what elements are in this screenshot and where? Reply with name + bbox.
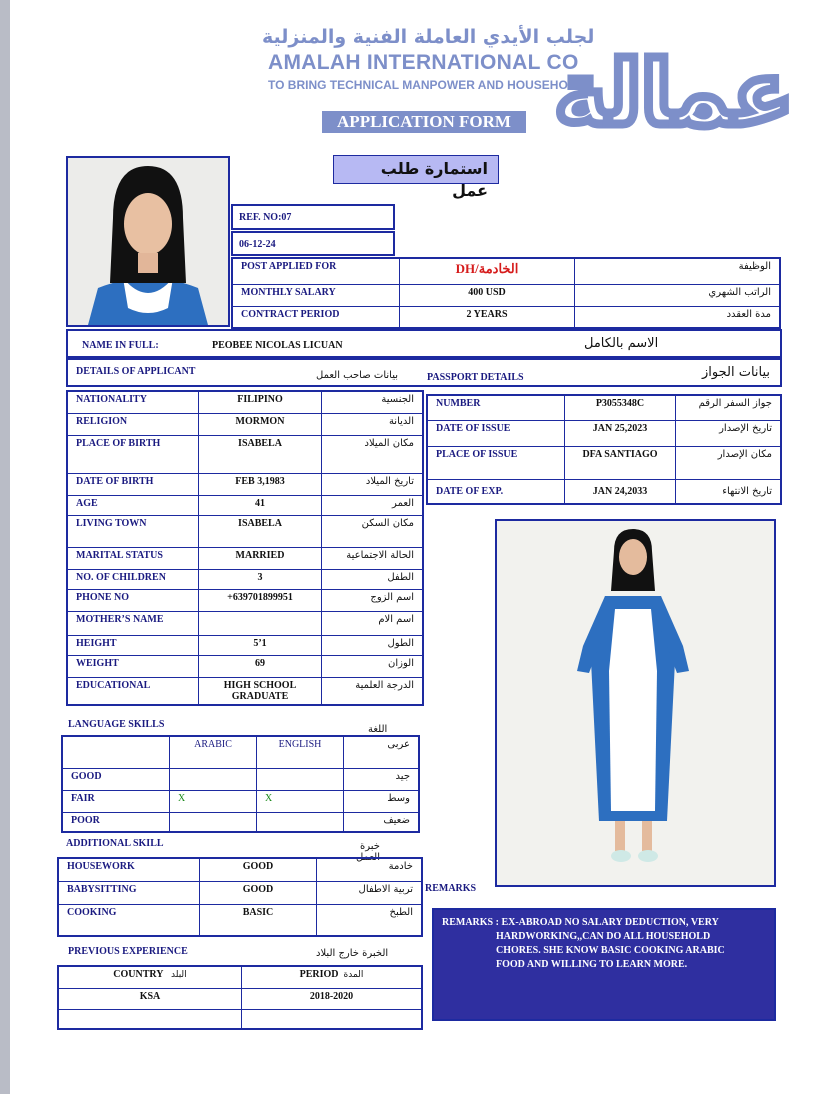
- language-poor-ar: ضعيف: [344, 812, 420, 832]
- applicant-field-label: PHONE NO: [67, 589, 199, 611]
- form-date: 06-12-24: [239, 239, 276, 250]
- arabic-form-title: استمارة طلب عمل: [333, 155, 499, 184]
- expiry-date-value: JAN 24,2033: [565, 479, 676, 504]
- applicant-field-value: FILIPINO: [199, 391, 322, 413]
- applicant-field-arabic: الطول: [322, 635, 424, 655]
- expiry-date-label: DATE OF EXP.: [427, 479, 565, 504]
- applicant-field-label: NO. OF CHILDREN: [67, 569, 199, 589]
- applicant-field-value: 69: [199, 655, 322, 677]
- table-row: [67, 547, 423, 569]
- passport-number-arabic: جواز السفر الرقم: [676, 395, 782, 420]
- full-name-box: [66, 329, 782, 358]
- applicant-field-label: MOTHER’S NAME: [67, 611, 199, 635]
- full-name-value: PEOBEE NICOLAS LICUAN: [212, 340, 343, 351]
- remarks-line-3: CHORES. SHE KNOW BASIC COOKING ARABIC: [496, 945, 725, 956]
- language-poor-arabic: [170, 812, 257, 832]
- applicant-field-arabic: الديانة: [322, 413, 424, 435]
- applicant-field-arabic: العمر: [322, 495, 424, 515]
- experience-col-period-ar: المدة: [343, 970, 364, 980]
- table-row: [67, 473, 423, 495]
- table-row: [67, 655, 423, 677]
- applicant-field-arabic: الوزان: [322, 655, 424, 677]
- skill-housework-ar: خادمة: [317, 858, 423, 881]
- applicant-field-value: +639701899951: [199, 589, 322, 611]
- language-skills-heading: LANGUAGE SKILLS: [68, 719, 165, 730]
- previous-experience-arabic: الخبرة خارج البلاد: [316, 948, 389, 959]
- language-col-english: ENGLISH: [257, 736, 344, 768]
- applicant-field-arabic: مكان الميلاد: [322, 435, 424, 473]
- contract-label: CONTRACT PERIOD: [232, 306, 400, 328]
- table-row: [67, 495, 423, 515]
- experience-country-value: KSA: [58, 988, 242, 1009]
- salary-label: MONTHLY SALARY: [232, 284, 400, 306]
- language-poor-label: POOR: [62, 812, 170, 832]
- remarks-heading: REMARKS: [425, 883, 477, 894]
- table-row: [427, 446, 781, 479]
- remarks-line-4: FOOD AND WILLING TO LEARN MORE.: [496, 959, 688, 970]
- applicant-field-value: 41: [199, 495, 322, 515]
- applicant-field-arabic: اسم الزوج: [322, 589, 424, 611]
- experience-col-period: [242, 966, 423, 988]
- applicant-field-value: ISABELA: [199, 515, 322, 547]
- remarks-line-1: REMARKS : EX-ABROAD NO SALARY DEDUCTION, VERY: [442, 917, 719, 928]
- applicant-field-value: MARRIED: [199, 547, 322, 569]
- applicant-field-value: 3: [199, 569, 322, 589]
- table-row: [232, 258, 780, 284]
- applicant-field-value: ISABELA: [199, 435, 322, 473]
- issue-date-label: DATE OF ISSUE: [427, 420, 565, 446]
- language-col-arabic-ar: عربى: [344, 736, 420, 768]
- skill-cooking-ar: الطبخ: [317, 904, 423, 936]
- language-fair-ar: وسط: [344, 790, 420, 812]
- table-row: [62, 790, 419, 812]
- applicant-field-arabic: اسم الام: [322, 611, 424, 635]
- contract-arabic: مدة العقدد: [575, 306, 781, 328]
- remarks-line-2: HARDWORKING,,CAN DO ALL HOUSEHOLD: [496, 931, 711, 942]
- table-row: [58, 966, 422, 988]
- language-skills-table: [61, 735, 420, 833]
- remarks-box: [432, 908, 776, 1021]
- company-arabic-name: لجلب الأيدي العاملة الفنية والمنزلية: [262, 26, 595, 48]
- post-label: POST APPLIED FOR: [232, 258, 400, 284]
- applicant-portrait-photo: [66, 156, 230, 327]
- table-row: [427, 395, 781, 420]
- table-row: [67, 391, 423, 413]
- language-skills-arabic: اللغة: [368, 724, 388, 735]
- company-name: AMALAH INTERNATIONAL CO: [268, 51, 579, 74]
- table-row: [427, 420, 781, 446]
- date-box: [231, 231, 395, 256]
- language-fair-arabic: X: [170, 790, 257, 812]
- skill-cooking-value: BASIC: [200, 904, 317, 936]
- applicant-field-label: LIVING TOWN: [67, 515, 199, 547]
- ref-number: REF. NO:07: [239, 212, 292, 223]
- applicant-field-arabic: الحالة الاجتماعية: [322, 547, 424, 569]
- table-row: [58, 1009, 422, 1029]
- ref-number-box: [231, 204, 395, 230]
- post-value: DH/الخادمة: [400, 258, 575, 284]
- table-row: [67, 435, 423, 473]
- table-row: [58, 904, 422, 936]
- contract-value: 2 YEARS: [400, 306, 575, 328]
- applicant-field-arabic: الطفل: [322, 569, 424, 589]
- table-row: [232, 306, 780, 328]
- post-table: [231, 257, 781, 329]
- full-name-arabic: الاسم بالكامل: [584, 336, 659, 351]
- applicant-field-label: AGE: [67, 495, 199, 515]
- language-fair-english: X: [257, 790, 344, 812]
- applicant-field-label: WEIGHT: [67, 655, 199, 677]
- table-row: [62, 812, 419, 832]
- skill-cooking-label: COOKING: [58, 904, 200, 936]
- table-row: [58, 881, 422, 904]
- expiry-date-arabic: تاريخ الانتهاء: [676, 479, 782, 504]
- salary-arabic: الراتب الشهري: [575, 284, 781, 306]
- passport-number-value: P3055348C: [565, 395, 676, 420]
- table-row: [67, 413, 423, 435]
- applicant-field-label: HEIGHT: [67, 635, 199, 655]
- skill-housework-value: GOOD: [200, 858, 317, 881]
- table-row: [58, 858, 422, 881]
- applicant-details-heading: DETAILS OF APPLICANT: [76, 366, 196, 377]
- applicant-field-label: PLACE OF BIRTH: [67, 435, 199, 473]
- applicant-field-label: DATE OF BIRTH: [67, 473, 199, 495]
- language-good-arabic: [170, 768, 257, 790]
- table-row: [62, 736, 419, 768]
- language-poor-english: [257, 812, 344, 832]
- additional-skill-table: [57, 857, 423, 937]
- applicant-field-label: EDUCATIONAL: [67, 677, 199, 705]
- table-row: [427, 479, 781, 504]
- experience-col-country: [58, 966, 242, 988]
- passport-details-table: [426, 394, 782, 505]
- experience-empty-cell: [58, 1009, 242, 1029]
- table-row: [67, 611, 423, 635]
- experience-col-country-label: COUNTRY: [113, 969, 164, 980]
- language-fair-label: FAIR: [62, 790, 170, 812]
- table-row: [232, 284, 780, 306]
- applicant-field-label: MARITAL STATUS: [67, 547, 199, 569]
- applicant-full-body-photo: [495, 519, 776, 887]
- experience-empty-cell: [242, 1009, 423, 1029]
- applicant-field-value: 5’1: [199, 635, 322, 655]
- language-good-label: GOOD: [62, 768, 170, 790]
- experience-period-value: 2018-2020: [242, 988, 423, 1009]
- applicant-details-table: [66, 390, 424, 706]
- full-name-label: NAME IN FULL:: [82, 340, 159, 351]
- applicant-field-label: NATIONALITY: [67, 391, 199, 413]
- applicant-field-label: RELIGION: [67, 413, 199, 435]
- applicant-field-value: HIGH SCHOOL GRADUATE: [199, 677, 322, 705]
- post-arabic: الوظيفة: [575, 258, 781, 284]
- additional-skill-arabic: خبرة العمل: [355, 841, 380, 863]
- language-col-arabic: ARABIC: [170, 736, 257, 768]
- table-row: [62, 768, 419, 790]
- company-subtitle: TO BRING TECHNICAL MANPOWER AND HOUSEHOLD: [268, 78, 584, 92]
- table-row: [67, 589, 423, 611]
- issue-date-arabic: تاريخ الإصدار: [676, 420, 782, 446]
- table-row: [67, 515, 423, 547]
- skill-housework-label: HOUSEWORK: [58, 858, 200, 881]
- application-form-label: APPLICATION FORM: [322, 111, 526, 133]
- applicant-field-arabic: مكان السكن: [322, 515, 424, 547]
- applicant-field-value: MORMON: [199, 413, 322, 435]
- experience-col-country-ar: البلد: [171, 970, 187, 980]
- issue-place-arabic: مكان الإصدار: [676, 446, 782, 479]
- details-section-bar: [66, 358, 782, 387]
- language-header-blank: [62, 736, 170, 768]
- issue-date-value: JAN 25,2023: [565, 420, 676, 446]
- experience-col-period-label: PERIOD: [299, 969, 339, 980]
- applicant-field-arabic: تاريخ الميلاد: [322, 473, 424, 495]
- skill-babysitting-ar: تربية الاطفال: [317, 881, 423, 904]
- table-row: [67, 569, 423, 589]
- table-row: [58, 988, 422, 1009]
- language-good-english: [257, 768, 344, 790]
- skill-babysitting-value: GOOD: [200, 881, 317, 904]
- left-margin-bar: [0, 0, 10, 1094]
- passport-details-arabic: بيانات الجواز: [702, 365, 771, 380]
- applicant-field-value: [199, 611, 322, 635]
- salary-value: 400 USD: [400, 284, 575, 306]
- applicant-field-arabic: الدرجة العلمية: [322, 677, 424, 705]
- applicant-field-arabic: الجنسية: [322, 391, 424, 413]
- company-logo: [554, 24, 794, 152]
- additional-skill-heading: ADDITIONAL SKILL: [66, 838, 164, 849]
- table-row: [67, 677, 423, 705]
- previous-experience-heading: PREVIOUS EXPERIENCE: [68, 946, 188, 957]
- table-row: [67, 635, 423, 655]
- language-good-ar: جيد: [344, 768, 420, 790]
- issue-place-value: DFA SANTIAGO: [565, 446, 676, 479]
- svg-text:عمالة: عمالة: [554, 42, 794, 145]
- passport-number-label: NUMBER: [427, 395, 565, 420]
- applicant-details-arabic: بيانات صاحب العمل: [316, 370, 398, 381]
- applicant-field-value: FEB 3,1983: [199, 473, 322, 495]
- skill-babysitting-label: BABYSITTING: [58, 881, 200, 904]
- previous-experience-table: [57, 965, 423, 1030]
- passport-details-heading: PASSPORT DETAILS: [427, 372, 524, 383]
- issue-place-label: PLACE OF ISSUE: [427, 446, 565, 479]
